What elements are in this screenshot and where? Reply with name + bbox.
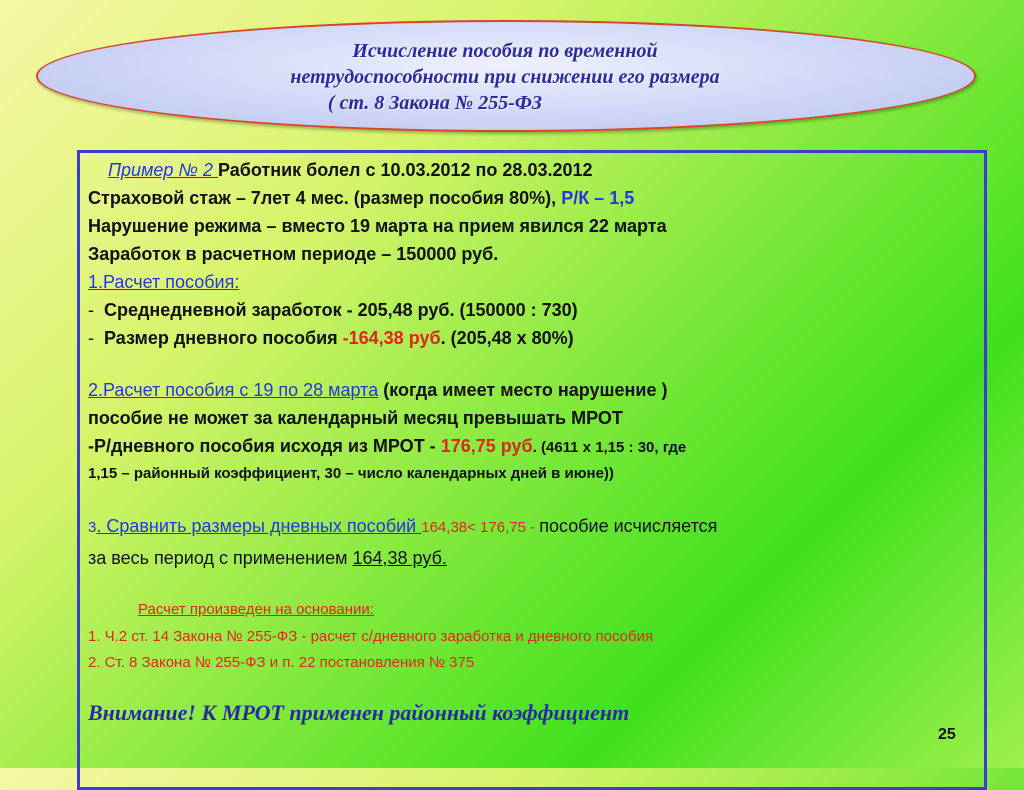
daily-benefit-value: -164,38 руб — [342, 328, 441, 348]
content-text — [88, 156, 978, 676]
section2-heading: 2.Расчет пособия с 19 по 28 марта — [88, 380, 379, 400]
attention-note: Внимание! К МРОТ применен районный коэффициент — [88, 700, 630, 725]
insurance-experience: Страховой стаж – 7лет 4 мес. (размер пособия 80%), — [88, 188, 562, 208]
section1-item-2: - Размер дневного пособия -164,38 руб. (205,48 х 80%) — [88, 328, 574, 348]
mrot-benefit-calc: . (4611 х 1,15 : 30, где — [532, 439, 687, 456]
title-line-2: нетрудоспособности при снижении его размера — [290, 66, 720, 88]
basis-item-2: 2. Ст. 8 Закона № 255-ФЗ и п. 22 постановления № 375 — [88, 654, 475, 671]
section3-heading-line — [88, 512, 978, 540]
section1-heading: 1.Расчет пособия: — [88, 272, 240, 292]
section3-number: 3 — [88, 519, 97, 536]
earnings-line: Заработок в расчетном периоде – 150000 руб. — [88, 244, 499, 264]
violation-line: Нарушение режима – вместо 19 марта на прием явился 22 марта — [88, 216, 667, 236]
slide-title — [140, 38, 870, 116]
comparison-dash: - — [530, 519, 540, 536]
section3-period-value: 164,38 руб. — [352, 548, 447, 568]
avg-daily-earnings: Среднедневной заработок - 205,48 руб. (150000 : 730) — [104, 300, 578, 320]
daily-benefit-label: Размер дневного пособия — [104, 328, 343, 348]
section3-heading: . Сравнить размеры дневных пособий — [96, 516, 422, 536]
title-line-1: Исчисление пособия по временной — [352, 40, 658, 62]
section2-line-4: 1,15 – районный коэффициент, 30 – число календарных дней в июне)) — [88, 465, 614, 482]
basis-item-1: 1. Ч.2 ст. 14 Закона № 255-ФЗ - расчет с/дневного заработка и дневного пособия — [88, 628, 654, 645]
section2-heading-line — [88, 376, 978, 404]
basis-heading: Расчет произведен на основании: — [138, 601, 374, 618]
section2-line-2: пособие не может за календарный месяц превышать МРОТ — [88, 408, 623, 428]
example-label: Пример № 2 — [108, 160, 218, 180]
example-line — [88, 156, 978, 184]
mrot-benefit-value: 176,75 руб — [440, 436, 533, 456]
illness-dates: Работник болел с 10.03.2012 по 28.03.2012 — [217, 160, 593, 180]
section1-item-1: - Среднедневной заработок - 205,48 руб. (150000 : 730) — [88, 300, 578, 320]
comparison-result: пособие исчисляется — [539, 516, 718, 536]
title-line-3: ( ст. 8 Закона № 255-ФЗ — [327, 92, 543, 114]
regional-coefficient: Р/К – 1,5 — [561, 188, 635, 208]
benefit-comparison: 164,38< 176,75 — [421, 519, 531, 536]
daily-benefit-calc: . (205,48 х 80%) — [440, 328, 574, 348]
page-number: 25 — [938, 726, 956, 743]
section2-line-3 — [88, 432, 978, 460]
experience-line — [88, 184, 978, 212]
section3-line-2 — [88, 544, 978, 572]
section2-heading-rest: (когда имеет место нарушение ) — [378, 380, 668, 400]
section3-period-text: за весь период с применением — [88, 548, 353, 568]
mrot-benefit-label: -Р/дневного пособия исходя из МРОТ - — [88, 436, 441, 456]
